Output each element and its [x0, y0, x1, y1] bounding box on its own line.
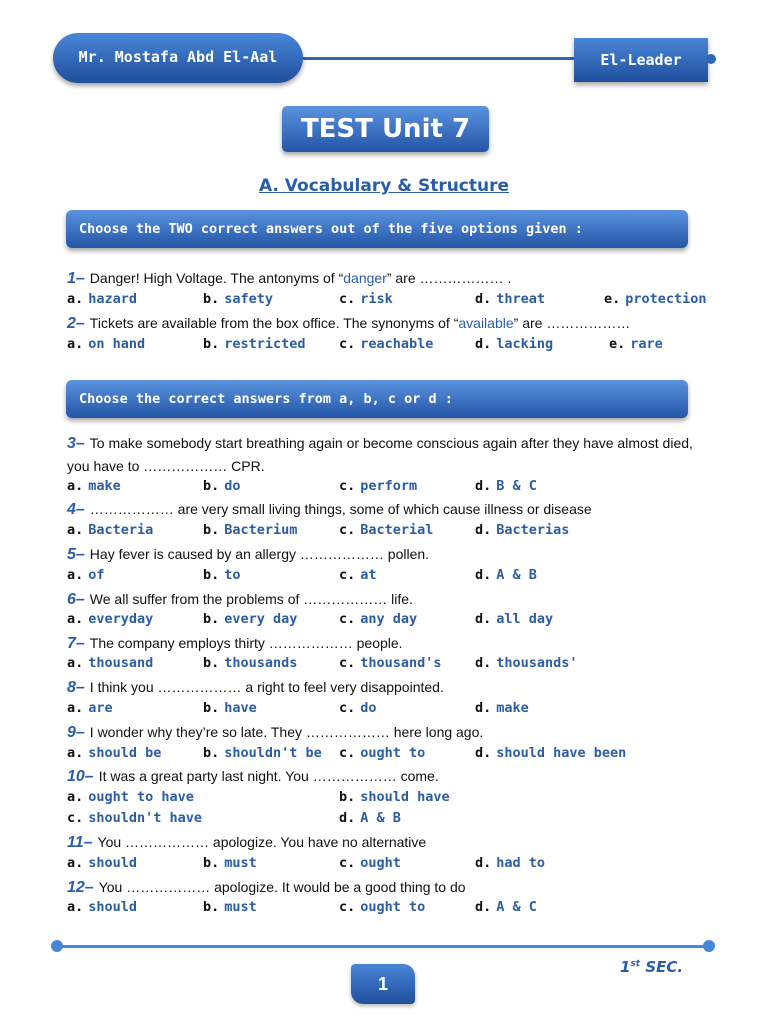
question-number: 11–: [67, 834, 93, 851]
option-a[interactable]: a. should: [67, 899, 138, 915]
question-number: 9–: [67, 724, 85, 741]
option-c[interactable]: c. perform: [339, 478, 418, 494]
question-4: 4– ……………… are very small living things, some of which cause illness or disease: [67, 501, 592, 518]
option-b[interactable]: b. to: [203, 567, 241, 583]
option-b[interactable]: b. restricted: [203, 336, 306, 352]
question-number: 4–: [67, 501, 85, 518]
question-9-options: [67, 745, 727, 765]
option-b[interactable]: b. shouldn't be: [203, 745, 322, 761]
question-number: 1–: [67, 270, 85, 287]
option-a[interactable]: a. thousand: [67, 655, 154, 671]
option-b[interactable]: b. safety: [203, 291, 274, 307]
option-c[interactable]: c. ought: [339, 855, 401, 871]
question-6-options: [67, 611, 727, 631]
section-heading: A. Vocabulary & Structure: [258, 176, 510, 196]
question-4-options: [67, 522, 727, 542]
header-rule-end-dot: [706, 54, 716, 64]
option-a[interactable]: a. Bacteria: [67, 522, 154, 538]
option-d[interactable]: d. all day: [475, 611, 554, 627]
grade-label: 1st SEC.: [620, 958, 684, 976]
option-e[interactable]: e. protection: [604, 291, 707, 307]
question-5-options: [67, 567, 727, 587]
key-word: available: [458, 315, 514, 331]
option-c[interactable]: c. ought to: [339, 899, 426, 915]
question-3-options: [67, 478, 727, 498]
option-c[interactable]: c. shouldn't have: [67, 810, 203, 826]
footer-rule: [57, 945, 709, 948]
option-b[interactable]: b. do: [203, 478, 241, 494]
question-2-options: [67, 336, 727, 356]
option-d[interactable]: d. lacking: [475, 336, 554, 352]
option-c[interactable]: c. do: [339, 700, 377, 716]
option-c[interactable]: c. ought to: [339, 745, 426, 761]
header-rule: [255, 57, 585, 60]
footer-rule-right-dot: [703, 940, 715, 952]
option-a[interactable]: a. are: [67, 700, 113, 716]
option-a[interactable]: a. hazard: [67, 291, 138, 307]
option-c[interactable]: c. risk: [339, 291, 393, 307]
question-10-options-row-1: [67, 789, 727, 809]
question-12: 12– You ……………… apologize. It would be a good thing to do: [67, 879, 466, 896]
option-d[interactable]: d. threat: [475, 291, 546, 307]
question-8: 8– I think you ……………… a right to feel very disappointed.: [67, 679, 444, 696]
option-b[interactable]: b. every day: [203, 611, 298, 627]
question-number: 5–: [67, 546, 85, 563]
question-number: 12–: [67, 879, 94, 896]
option-b[interactable]: b. Bacterium: [203, 522, 298, 538]
question-9: 9– I wonder why they’re so late. They ……………… here long ago.: [67, 724, 484, 741]
option-d[interactable]: d. A & B: [339, 810, 401, 826]
option-d[interactable]: d. A & B: [475, 567, 537, 583]
option-d[interactable]: d. thousands': [475, 655, 578, 671]
option-c[interactable]: c. reachable: [339, 336, 434, 352]
option-a[interactable]: a. should: [67, 855, 138, 871]
question-number: 3–: [67, 435, 85, 452]
page-number-scroll: 1: [351, 964, 415, 1004]
instruction-banner-single-answer: Choose the correct answers from a, b, c or d :: [66, 380, 688, 418]
question-2: 2– Tickets are available from the box office. The synonyms of “available” are ………………: [67, 315, 631, 332]
option-d[interactable]: d. should have been: [475, 745, 627, 761]
option-c[interactable]: c. Bacterial: [339, 522, 434, 538]
page-title: TEST Unit 7: [282, 106, 489, 152]
option-b[interactable]: b. should have: [339, 789, 450, 805]
question-12-options: [67, 899, 727, 919]
question-10-options-row-2: [67, 810, 727, 830]
question-6: 6– We all suffer from the problems of ……………… life.: [67, 591, 413, 608]
option-b[interactable]: b. thousands: [203, 655, 298, 671]
option-b[interactable]: b. have: [203, 700, 257, 716]
option-c[interactable]: c. any day: [339, 611, 418, 627]
option-a[interactable]: a. of: [67, 567, 105, 583]
option-a[interactable]: a. make: [67, 478, 121, 494]
option-d[interactable]: d. A & C: [475, 899, 537, 915]
option-d[interactable]: d. make: [475, 700, 529, 716]
question-8-options: [67, 700, 727, 720]
option-d[interactable]: d. B & C: [475, 478, 537, 494]
teacher-name-banner: Mr. Mostafa Abd El-Aal: [53, 33, 303, 83]
question-number: 8–: [67, 679, 85, 696]
option-a[interactable]: a. on hand: [67, 336, 146, 352]
option-a[interactable]: a. everyday: [67, 611, 154, 627]
option-c[interactable]: c. thousand's: [339, 655, 442, 671]
footer-rule-left-dot: [51, 940, 63, 952]
question-number: 2–: [67, 315, 85, 332]
option-e[interactable]: e. rare: [609, 336, 663, 352]
option-d[interactable]: d. had to: [475, 855, 546, 871]
option-c[interactable]: c. at: [339, 567, 377, 583]
option-b[interactable]: b. must: [203, 899, 257, 915]
question-11: 11– You ……………… apologize. You have no alternative: [67, 834, 427, 851]
question-number: 10–: [67, 768, 94, 785]
question-10: 10– It was a great party last night. You ……………… come.: [67, 768, 439, 785]
brand-banner: El-Leader: [574, 38, 708, 82]
question-5: 5– Hay fever is caused by an allergy ……………… pollen.: [67, 546, 430, 563]
question-number: 7–: [67, 635, 85, 652]
question-7-options: [67, 655, 727, 675]
question-1: 1– Danger! High Voltage. The antonyms of “danger” are ……………… .: [67, 270, 512, 287]
question-number: 6–: [67, 591, 85, 608]
option-d[interactable]: d. Bacterias: [475, 522, 570, 538]
question-1-options: [67, 291, 727, 311]
key-word: danger: [343, 270, 387, 286]
question-3: 3– To make somebody start breathing again or become conscious again after they have almost died, you have to ……………… CPR.: [67, 435, 693, 474]
instruction-banner-two-answers: Choose the TWO correct answers out of the five options given :: [66, 210, 688, 248]
option-b[interactable]: b. must: [203, 855, 257, 871]
option-a[interactable]: a. ought to have: [67, 789, 194, 805]
question-7: 7– The company employs thirty ……………… people.: [67, 635, 403, 652]
option-a[interactable]: a. should be: [67, 745, 162, 761]
question-11-options: [67, 855, 727, 875]
